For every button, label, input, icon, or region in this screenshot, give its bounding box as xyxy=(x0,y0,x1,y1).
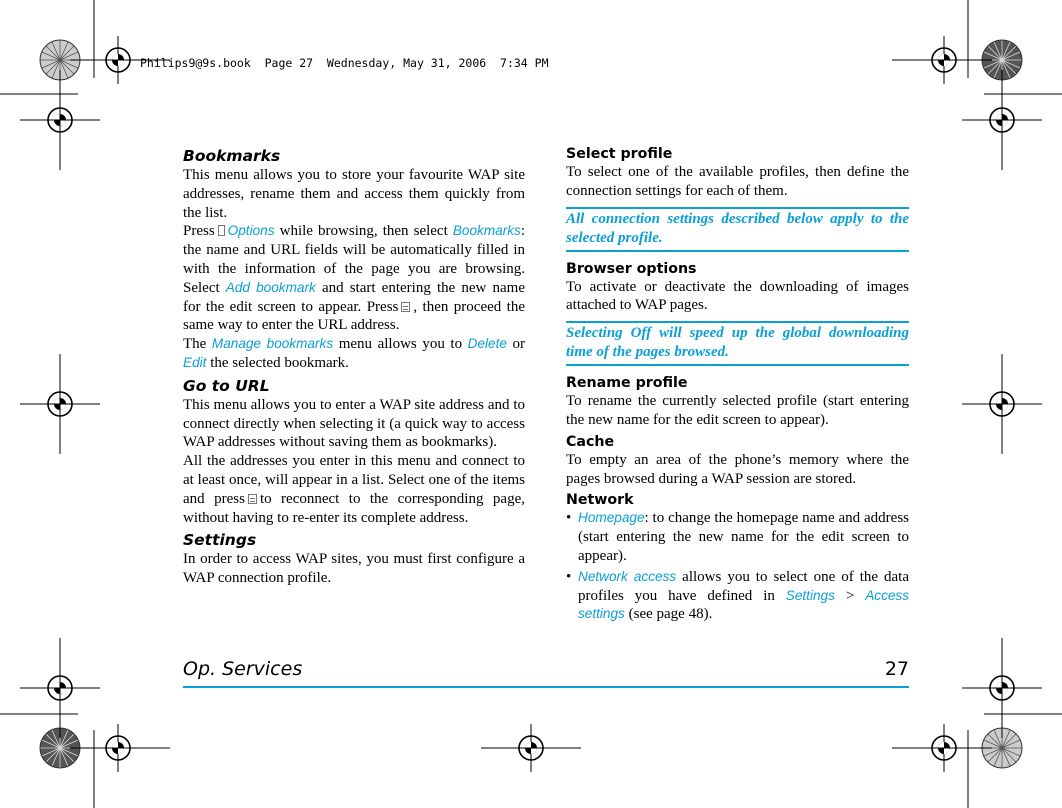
menu-term-options: Options xyxy=(227,223,275,239)
bookmarks-paragraph-3: The Manage bookmarks menu allows you to Delete or Edit the selected bookmark. xyxy=(183,336,526,371)
select-profile-text: To select one of the available profiles, then define the connection settings for each of them. xyxy=(566,164,909,199)
browser-options-text: To activate or deactivate the downloading of images attached to WAP pages. xyxy=(566,278,909,314)
menu-term-network-access: Network access xyxy=(578,568,677,584)
rename-profile-text: To rename the currently selected profile (start entering the new name for the edit screen to appear). xyxy=(566,393,909,428)
heading-select-profile: Select profile xyxy=(566,146,673,162)
menu-term-off: Off xyxy=(630,325,652,342)
footer-section-title: Op. Services xyxy=(183,658,303,680)
menu-term-edit: Edit xyxy=(183,354,207,370)
bullet-icon: • xyxy=(566,510,572,527)
menu-term-bookmarks: Bookmarks xyxy=(452,223,521,239)
heading-cache: Cache xyxy=(566,433,615,450)
print-slug: Philips9@9s.book Page 27 Wednesday, May 31, 2006 7:34 PM xyxy=(140,56,549,70)
heading-settings: Settings xyxy=(183,531,257,550)
menu-term-manage-bookmarks: Manage bookmarks xyxy=(211,336,334,352)
heading-bookmarks: Bookmarks xyxy=(183,147,281,165)
heading-go-to-url: Go to URL xyxy=(183,376,270,395)
footer-rule xyxy=(183,686,909,688)
menu-term-settings: Settings xyxy=(785,587,835,603)
right-column xyxy=(566,145,909,624)
gotourl-paragraph-2: All the addresses you enter in this menu and connect to at least once, will appear in a list. Select one of the items and press to reconnect to the corresponding page, without having to re-enter its complete address. xyxy=(183,453,525,526)
note-selecting-off: Selecting Off will speed up the global downloading time of the pages browsed. xyxy=(566,321,909,366)
page-number: 27 xyxy=(884,658,909,680)
menu-term-access-settings: Access settings xyxy=(578,587,910,622)
menu-term-delete: Delete xyxy=(467,336,507,352)
bullet-icon: • xyxy=(566,568,572,585)
menu-term-add-bookmark: Add bookmark xyxy=(225,279,316,295)
ok-key-icon xyxy=(401,302,410,312)
list-item-network-access: • Network access allows you to select one of the data profiles you have defined in Settings > Access settings (see page 48). xyxy=(566,568,910,623)
note-connection-settings: All connection settings described below apply to the selected profile. xyxy=(566,207,909,252)
settings-paragraph-1: In order to access WAP sites, you must first configure a WAP connection profile. xyxy=(183,551,525,587)
bookmarks-intro: This menu allows you to store your favourite WAP site addresses, rename them and access them quickly from the list. xyxy=(183,167,525,221)
gotourl-paragraph-1: This menu allows you to enter a WAP site address and to connect directly when selecting it (a quick way to access WAP addresses without saving them as bookmarks). xyxy=(183,396,525,451)
heading-rename-profile: Rename profile xyxy=(566,375,688,392)
ok-key-icon xyxy=(248,494,257,504)
left-softkey-icon xyxy=(218,225,225,236)
left-column xyxy=(183,146,525,588)
menu-term-homepage: Homepage xyxy=(578,510,645,526)
bookmarks-paragraph-2: Press Options while browsing, then select Bookmarks: the name and URL fields will be automatically filled in with the information of the page you are browsing. Select Add bookmark and start entering the new name for the edit screen to appear. Press , then proceed the same way to enter the URL address. xyxy=(183,223,526,334)
list-item-homepage: • Homepage: to change the homepage name and address (start entering the new name for the edit screen to appear). xyxy=(566,510,909,564)
heading-browser-options: Browser options xyxy=(566,260,697,277)
cache-text: To empty an area of the phone’s memory where the pages browsed during a WAP session are stored. xyxy=(566,451,909,487)
heading-network: Network xyxy=(566,492,634,509)
